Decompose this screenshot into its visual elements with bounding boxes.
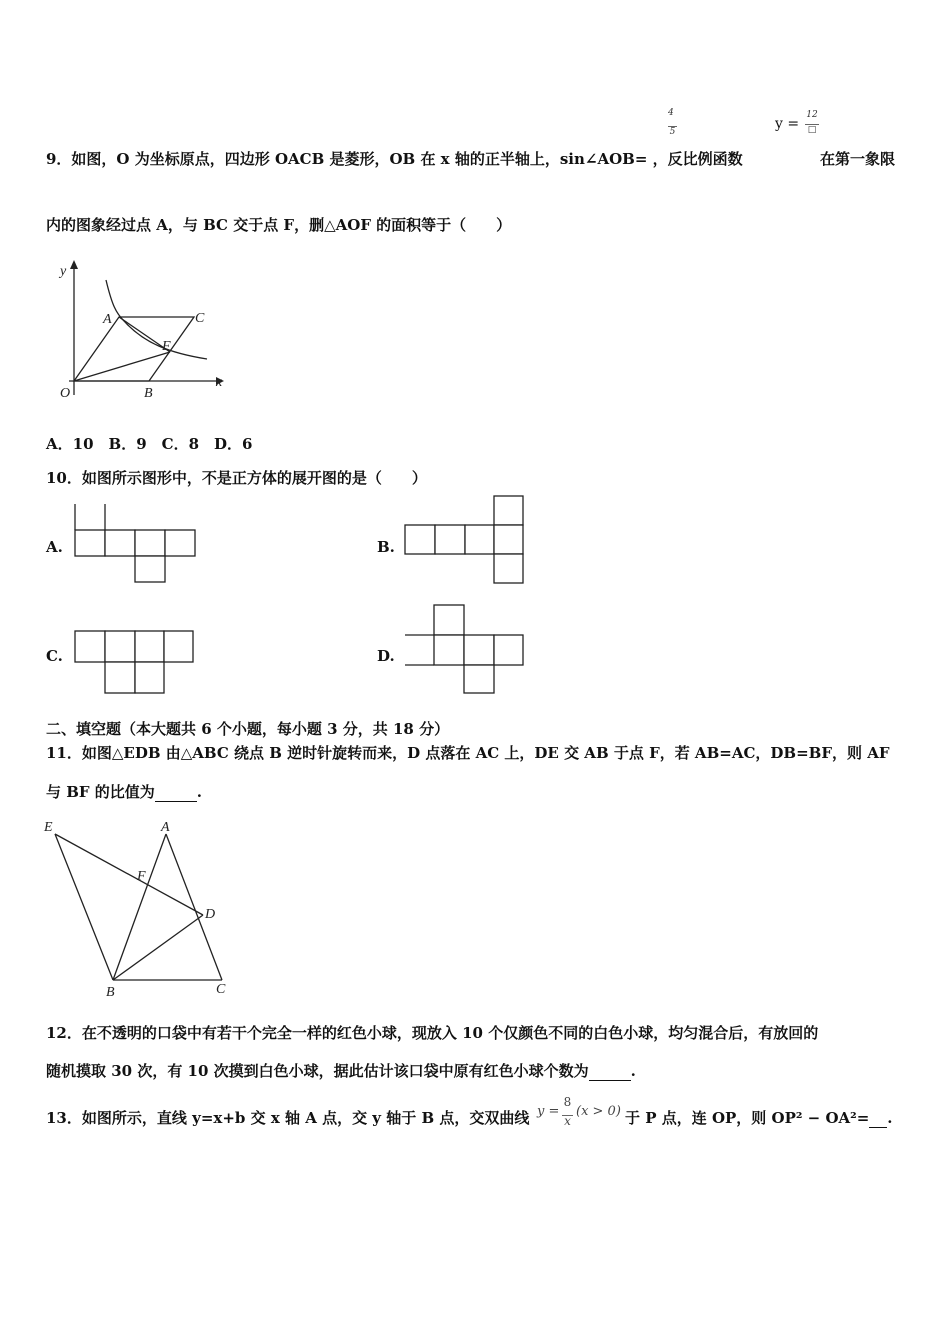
label-a: A <box>161 820 170 835</box>
fraction-numerator: 4 <box>668 108 674 118</box>
segment-eb <box>55 834 113 980</box>
q13-answer-blank <box>869 1109 887 1128</box>
q12-line2 <box>46 1060 636 1081</box>
q10-net-c <box>70 626 200 698</box>
q10-net-a <box>70 500 205 590</box>
q10-net-d <box>400 600 530 698</box>
section2-title: 二、填空题（本大题共 6 个小题，每小题 3 分，共 18 分） <box>46 720 450 738</box>
q10-label-a: A. <box>46 538 63 556</box>
segment-of <box>74 352 170 381</box>
segment-bd <box>113 915 203 980</box>
label-c: C <box>216 982 226 997</box>
q9-line1: 9．如图，O 为坐标原点，四边形 OACB 是菱形，OB 在 x 轴的正半轴上，sin∠AOB= ，反比例函数 <box>46 150 743 168</box>
q13-post: 于 P 点，连 OP，则 OP² − OA²= <box>625 1109 870 1127</box>
label-f: F <box>137 869 146 884</box>
q10-net-b <box>400 492 530 587</box>
q9-options: A．10 B．9 C．8 D．6 <box>46 435 253 453</box>
q10-label-d: D. <box>377 647 395 665</box>
q13-end: . <box>887 1109 893 1127</box>
curve-y: y = <box>537 1104 560 1119</box>
q9-line1-tail: 在第一象限 <box>820 150 896 168</box>
label-y: y <box>60 264 67 279</box>
q10-label-c: C. <box>46 647 63 665</box>
q11-line2-end: . <box>196 783 203 801</box>
segment-ed <box>55 834 203 915</box>
y-axis-arrow <box>70 260 78 269</box>
q10-stem: 10．如图所示图形中，不是正方体的展开图的是（ ） <box>46 469 427 487</box>
fraction-denominator: 5 <box>669 127 676 137</box>
label-o: O <box>60 386 71 401</box>
q11-line2-text: 与 BF 的比值为 <box>46 783 155 801</box>
q11-line1: 11．如图△EDB 由△ABC 绕点 B 逆时针旋转而来，D 点落在 AC 上，DE 交 AB 于点 F，若 AB=AC，DB=BF，则 AF <box>46 744 890 762</box>
q9-line2: 内的图象经过点 A，与 BC 交于点 F，删△AOF 的面积等于（ ） <box>46 216 512 234</box>
q12-line2-text: 随机摸取 30 次，有 10 次摸到白色小球，据此估计该口袋中原有红色小球个数为 <box>46 1062 589 1080</box>
label-x: x <box>216 375 223 390</box>
function-numerator: 12 <box>806 110 818 120</box>
q13-text-tail <box>625 1107 893 1128</box>
q12-answer-blank <box>589 1062 631 1081</box>
label-a: A <box>103 312 112 327</box>
curve-condition: (x > 0) <box>576 1104 621 1119</box>
label-c: C <box>195 311 205 326</box>
q11-line2 <box>46 781 202 802</box>
curve-numerator: 8 <box>563 1095 572 1109</box>
label-f: F <box>162 339 171 354</box>
q12-line2-end: . <box>630 1062 636 1080</box>
segment-ab <box>113 834 166 980</box>
q12-line1: 12．在不透明的口袋中有若干个完全一样的红色小球，现放入 10 个仅颜色不同的白色小球，均匀混合后，有放回的 <box>46 1024 819 1042</box>
label-b: B <box>144 386 153 401</box>
function-denominator: □ <box>805 124 819 135</box>
curve-denominator: x <box>562 1115 573 1126</box>
function-y: y = <box>775 116 800 132</box>
q9-figure <box>44 255 244 405</box>
q11-answer-blank <box>155 783 197 802</box>
label-d: D <box>205 907 216 922</box>
q10-label-b: B. <box>377 538 395 556</box>
label-e: E <box>44 820 53 835</box>
q11-figure <box>40 812 240 1002</box>
q13-text: 13．如图所示，直线 y=x+b 交 x 轴 A 点，交 y 轴于 B 点，交双曲线 <box>46 1109 530 1127</box>
label-b: B <box>106 985 115 1000</box>
